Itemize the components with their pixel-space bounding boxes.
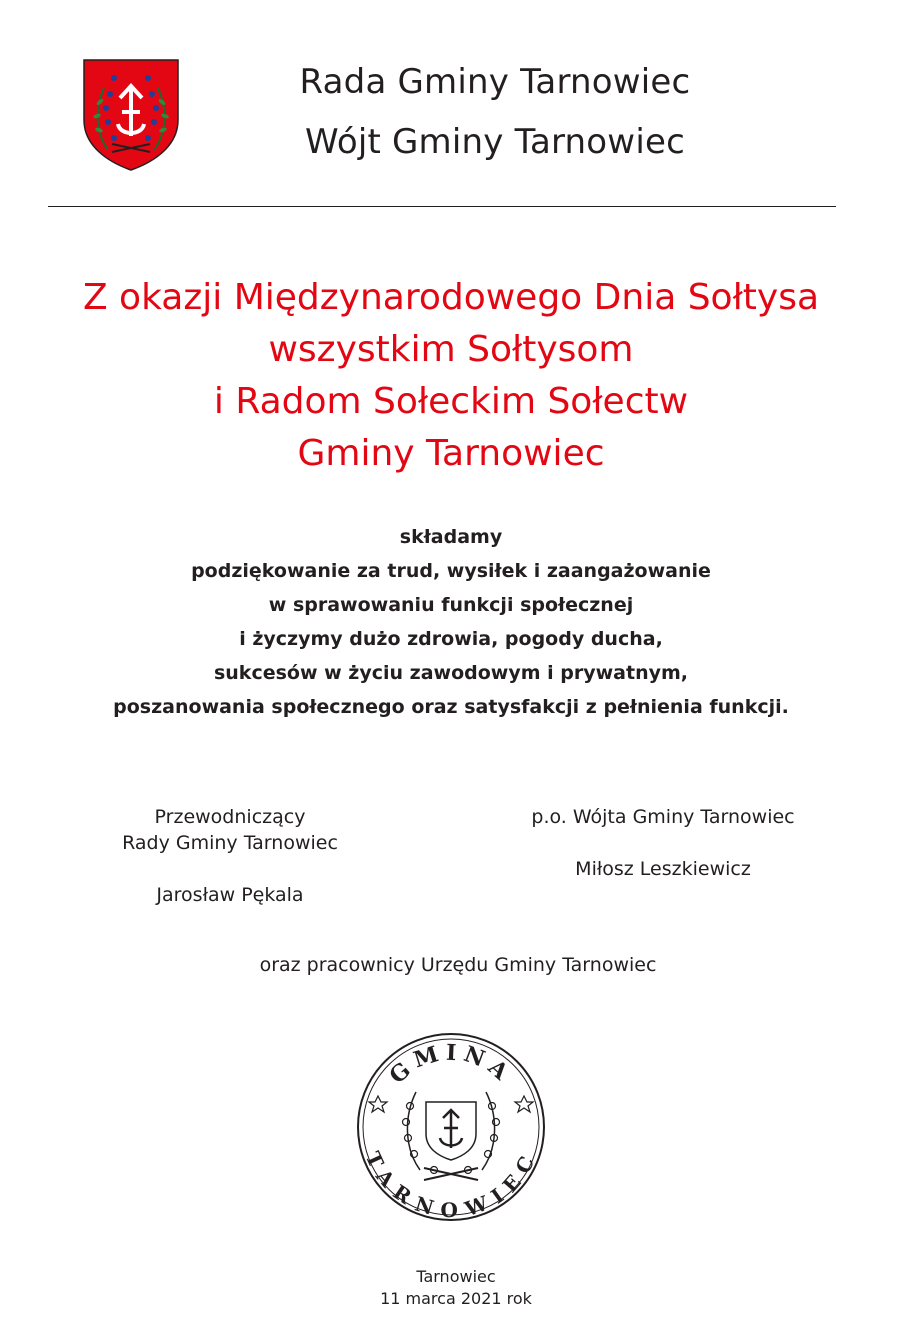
message-line: podziękowanie za trud, wysiłek i zaangażowanie [191, 560, 711, 582]
signature-mayor [500, 804, 826, 882]
greeting-line: wszystkim Sołtysom [268, 329, 634, 370]
signature-title: Przewodniczący [154, 806, 306, 828]
official-seal-icon [354, 1030, 548, 1224]
message-line: i życzymy dużo zdrowia, pogody ducha, [239, 628, 663, 650]
message-line: sukcesów w życiu zawodowym i prywatnym, [213, 662, 689, 684]
footer-place: Tarnowiec [416, 1267, 496, 1286]
header-title-council: Rada Gminy Tarnowiec [299, 62, 691, 102]
seal-top-text: GMINA [384, 1039, 518, 1090]
greeting-line: Z okazji Międzynarodowego Dnia Sołtysa [82, 277, 820, 318]
signature-name: Miłosz Leszkiewicz [575, 858, 751, 880]
greeting-line: i Radom Sołeckim Sołectw [213, 381, 689, 422]
signature-name: Jarosław Pękala [156, 884, 304, 906]
signature-title: p.o. Wójta Gminy Tarnowiec [531, 806, 795, 828]
message-line: w sprawowaniu funkcji społecznej [268, 594, 634, 616]
seal-bottom-text: TARNOWIEC [360, 1148, 542, 1223]
place-and-date [0, 1266, 902, 1310]
signature-title: Rady Gminy Tarnowiec [122, 832, 338, 854]
signature-council-chair [80, 804, 380, 908]
header-title-mayor: Wójt Gminy Tarnowiec [305, 122, 685, 162]
staff-line: oraz pracownicy Urzędu Gminy Tarnowiec [259, 954, 657, 976]
header-divider [48, 206, 836, 207]
message-line: składamy [399, 526, 503, 548]
message-line: poszanowania społecznego oraz satysfakcji z pełnienia funkcji. [113, 696, 789, 718]
greeting-block [0, 272, 902, 480]
footer-date: 11 marca 2021 rok [380, 1289, 532, 1308]
greeting-line: Gminy Tarnowiec [297, 433, 605, 474]
message-block [0, 520, 902, 724]
